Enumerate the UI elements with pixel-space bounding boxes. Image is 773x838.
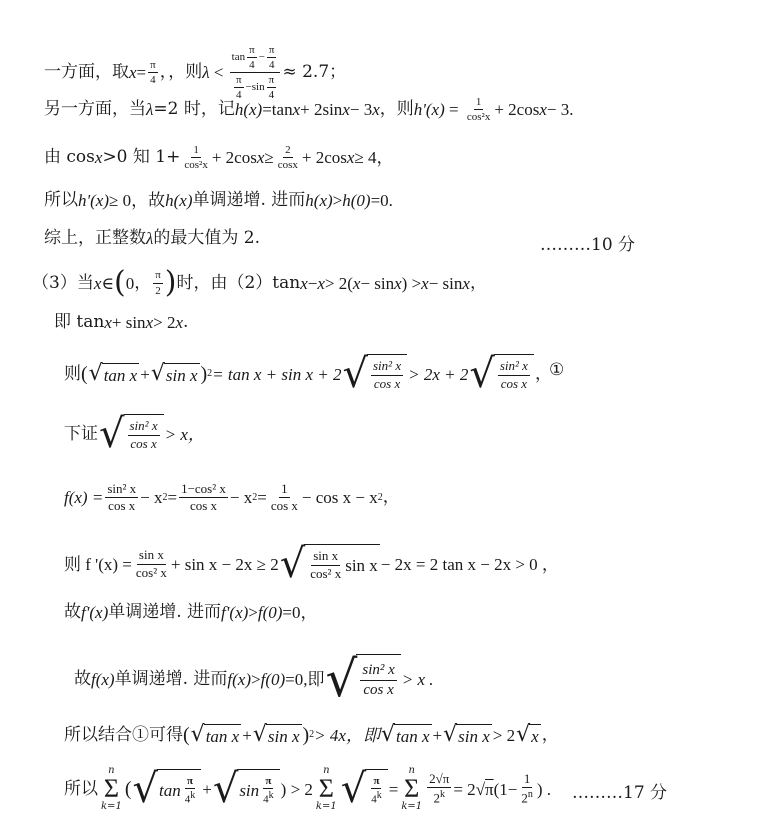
var-x: x bbox=[129, 63, 137, 83]
sqrt-tan: √ tan x bbox=[88, 361, 138, 386]
sum-3: n Σ k=1 bbox=[401, 765, 423, 812]
mark-1: ① bbox=[549, 360, 565, 380]
line-8: 则 ( √ tan x + √ sin x ) 2 = tan x + sin x + 2 √ $\frac{\text{sin² x}}{\text{cos x}}$ > 2x + 2 √ $\frac{\text{sin² x}}{\text{cos x}}$ ， bbox=[64, 351, 552, 397]
line-1: 一方面，取 x = $\frac{\pi}{4}$ ，，则 λ < tan $\frac{\pi}{4}$ − $\frac{\pi}{4}$ $\frac{\pi}{4}$ −sin $\frac{\pi}{4}$ ≈ 2.7； bbox=[44, 44, 347, 102]
score-10: ………10 分 bbox=[540, 235, 636, 255]
text: ≈ 2.7； bbox=[282, 62, 347, 83]
line-11: 则 f '(x) = $\frac{\text{sin x}}{\text{cos² x}}$ + sin x − 2x ≥ 2 √ $\frac{\text{sin x}}{\text{cos² x}}$ sin x − 2x = 2 tan x − 2x > 0 ， bbox=[64, 541, 559, 587]
line-10: f(x) = $\frac{\text{sin² x}}{\text{cos x}}$ − x 2 = $\frac{\text{1−cos² x}}{\text{cos x}}$ − x 2 = $\frac{1}{\text{cos x}}$ − cos x − x 2 ， bbox=[64, 481, 400, 514]
sqrt-sin: √ sin x bbox=[150, 361, 198, 386]
frac-tan-sin: tan $\frac{\pi}{4}$ − $\frac{\pi}{4}$ $\frac{\pi}{4}$ −sin $\frac{\pi}{4}$ bbox=[230, 44, 281, 101]
text: ，，则 bbox=[159, 62, 203, 83]
line-15: 所以 n Σ k=1 ( √ tan $\frac{\pi}{4k}$ + √ sin $\frac{\pi}{4k}$ ) > 2 n Σ k=1 √ $\frac{\pi}{4k}$ = n Σ k=1 $\frac{2√\pi}{2^k}$ = 2 √ π (1− $\frac{1}{2^n}$ ) . bbox=[64, 765, 552, 812]
line-6: （3）当 x ∈ ( 0 ， $\frac{\pi}{2}$ ) 时，由（2）tan x − x > 2( x − sin x ) > x − sin x ， bbox=[32, 265, 487, 300]
score-17: ………17 分 bbox=[572, 783, 668, 803]
line-3: 由 cos x >0 知 1+ $\frac{1}{\text{cos²x}}$ + 2cos x ≥ $\frac{2}{\cos x}$ + 2cos x ≥ 4， bbox=[44, 144, 394, 172]
line-5: 综上，正整数 λ 的最大值为 2. bbox=[44, 228, 260, 248]
line-9: 下证 √ $\frac{\text{sin² x}}{\text{cos x}}$ > x， bbox=[64, 411, 205, 457]
line-12: 故 f'(x) 单调递增. 进而 f'(x) > f(0) =0， bbox=[64, 602, 318, 622]
line-14: 所以结合①可得 ( √ tan x + √ sin x ) 2 > 4x，即 √ tan x + √ sin x > 2 √ x ， bbox=[64, 722, 559, 747]
frac-1-cos2x: $\frac{1}{\text{cos²x}}$ bbox=[466, 96, 491, 124]
line-13: 故 f(x) 单调递增. 进而 f(x) > f(0) =0,即 √ $\frac{\text{sin² x}}{\text{cos x}}$ > x . bbox=[74, 650, 434, 708]
line-4: 所以 h'(x) ≥ 0，故 h(x) 单调递增. 进而 h(x) > h(0) =0. bbox=[44, 190, 393, 210]
line-7: 即 tan x + sin x > 2 x . bbox=[54, 312, 189, 332]
sum-2: n Σ k=1 bbox=[315, 765, 337, 812]
var-lambda: λ bbox=[202, 63, 210, 83]
sum-1: n Σ k=1 bbox=[101, 765, 122, 812]
frac-pi-4: $\frac{\pi}{4}$ bbox=[150, 59, 156, 87]
line-2: 另一方面，当 λ =2 时，记 h(x) =tan x + 2sin x − 3 x ，则 h'(x) = $\frac{1}{\text{cos²x}}$ + 2cos x − 3. bbox=[44, 96, 574, 124]
text: 一方面，取 bbox=[44, 62, 129, 83]
